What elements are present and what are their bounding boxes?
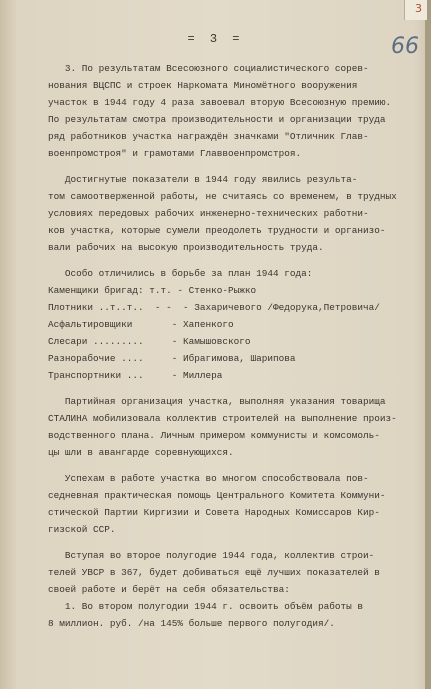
text-line: цы шли в авангарде соревнующихся. [48, 447, 234, 458]
text-line: 8 миллион. руб. /на 145% больше первого полугодия/. [48, 618, 335, 629]
paragraph [48, 470, 420, 538]
text-line: своей работе и берёт на себя обязательства: [48, 584, 290, 595]
page-edge [425, 0, 431, 689]
text-line: гизской ССР. [48, 524, 116, 535]
text-line: стической Партии Киргизии и Совета Народных Комиссаров Кир- [48, 507, 380, 518]
text-line: 3. По результатам Всесоюзного социалистического сорев- [48, 63, 369, 74]
text-line: вали рабочих на высокую производительность труда. [48, 242, 324, 253]
text-line: Достигнутые показатели в 1944 году явились результа- [48, 174, 358, 185]
corner-number: 3 [415, 2, 422, 15]
text-line: Слесари ......... - Камышовского [48, 336, 251, 347]
folio-number: 66 [391, 34, 419, 59]
text-line: том самоотверженной работы, не считаясь со временем, в трудных [48, 191, 397, 202]
page-number: = 3 = [187, 32, 244, 46]
text-line: Особо отличились в борьбе за план 1944 года: [48, 268, 313, 279]
text-line: 1. Во втором полугодии 1944 г. освоить объём работы в [48, 601, 364, 612]
document-body [48, 60, 420, 632]
text-line: По результатам смотра производительности и организации труда [48, 114, 386, 125]
paragraph-gap [48, 256, 420, 265]
text-line: военпромстроя" и грамотами Главвоенпромстроя. [48, 148, 302, 159]
paragraph-gap [48, 538, 420, 547]
text-line: Асфальтировщики - Хапенкого [48, 319, 234, 330]
text-line: Разнорабочие .... - Ибрагимова, Шарипова [48, 353, 296, 364]
text-line: Каменщики бригад: т.т. - Стенко-Рыжко [48, 285, 257, 296]
text-line: участок в 1944 году 4 раза завоевал вторую Всесоюзную премию. [48, 97, 392, 108]
paragraph [48, 60, 420, 162]
text-line: нования ВЦСПС и строек Наркомата Миномётного вооружения [48, 80, 358, 91]
text-line: условиях передовых рабочих инженерно-технических работни- [48, 208, 369, 219]
text-line: Вступая во второе полугодие 1944 года, коллектив строи- [48, 550, 375, 561]
text-line: Транспортники ... - Миллера [48, 370, 223, 381]
text-line: водственного плана. Личным примером коммунисты и комсомоль- [48, 430, 380, 441]
paragraph [48, 393, 420, 461]
paragraph-gap [48, 162, 420, 171]
text-line: Плотники ..т..т.. - - - Захаричевого /Федорука,Петровича/ [48, 302, 380, 313]
text-line: Успехам в работе участка во многом способствовала пов- [48, 473, 369, 484]
text-line: Партийная организация участка, выполняя указания товарища [48, 396, 386, 407]
paragraph-gap [48, 384, 420, 393]
text-line: ряд работников участка награждён значками "Отличник Глав- [48, 131, 369, 142]
paragraph [48, 265, 420, 384]
paragraph [48, 171, 420, 256]
text-line: СТАЛИНА мобилизовала коллектив строителей на выполнение произ- [48, 413, 397, 424]
paragraph [48, 547, 420, 632]
text-line: седневная практическая помощь Центрального Комитета Коммуни- [48, 490, 386, 501]
text-line: телей УВСР в 367, будет добиваться ещё лучших показателей в [48, 567, 380, 578]
text-line: ков участка, которые сумели преодолеть трудности и организо- [48, 225, 386, 236]
paragraph-gap [48, 461, 420, 470]
